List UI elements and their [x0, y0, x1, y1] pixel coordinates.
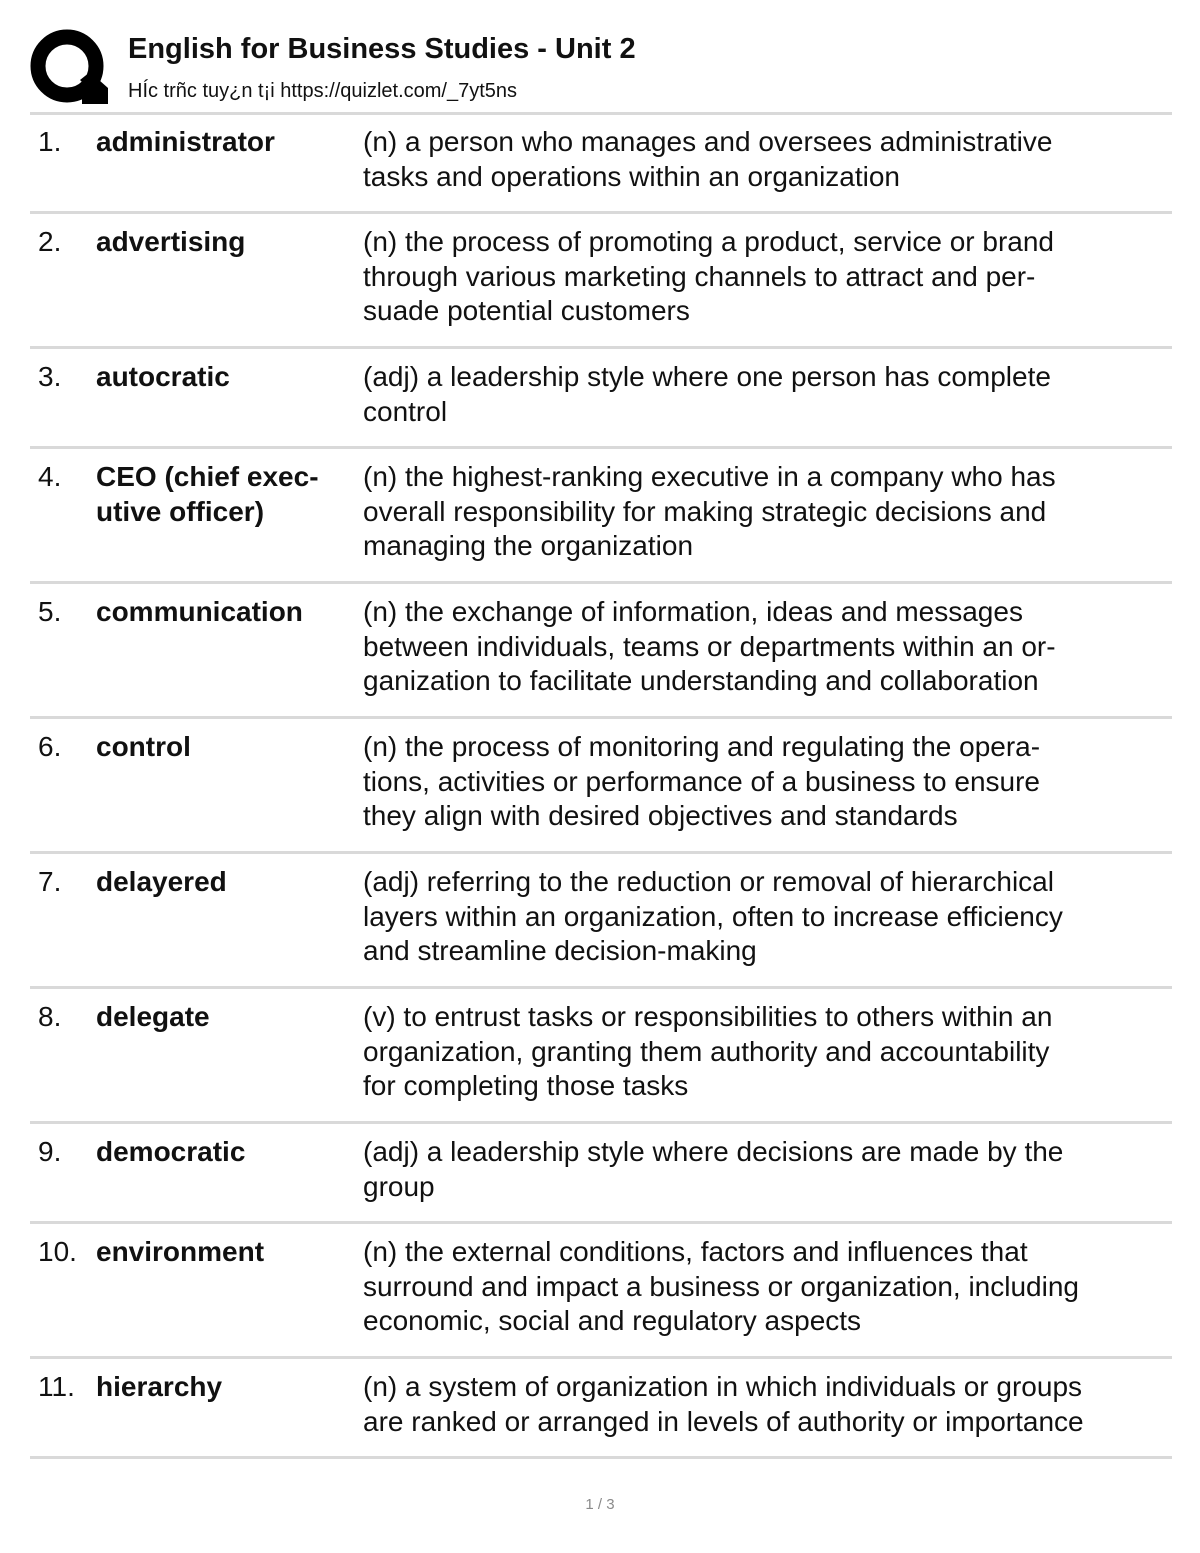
term-definition: (adj) a leadership style where decisions are made by the group — [363, 1136, 1064, 1202]
row-divider — [30, 1356, 1172, 1359]
term-word: democratic — [96, 1136, 246, 1167]
row-divider — [30, 716, 1172, 719]
row-divider — [30, 1121, 1172, 1124]
term-definition: (n) the exchange of information, ideas and messages between individuals, teams or departments within an or- ganization to facilitate understanding and collaboration — [363, 596, 1056, 696]
term-word: environment — [96, 1236, 265, 1267]
term-word: control — [96, 731, 191, 762]
term-definition: (n) the external conditions, factors and influences that surround and impact a business or organization, including economic, social and regulatory aspects — [363, 1236, 1079, 1336]
document-title: English for Business Studies - Unit 2 — [128, 33, 636, 65]
term-number: 1. — [38, 126, 62, 157]
term-word: delegate — [96, 1001, 210, 1032]
term-definition: (n) the highest-ranking executive in a company who has overall responsibility for making strategic decisions and managing the organization — [363, 461, 1056, 561]
term-word: autocratic — [96, 361, 230, 392]
term-definition: (adj) a leadership style where one person has complete control — [363, 361, 1051, 427]
term-definition: (v) to entrust tasks or responsibilities to others within an organization, granting them authority and accountability for completing those tasks — [363, 1001, 1053, 1101]
document-source-line: HÍc trñc tuy¿n t¡i https://quizlet.com/_7yt5ns — [128, 80, 518, 102]
term-word: CEO (chief exec- utive officer) — [96, 461, 319, 527]
term-number: 9. — [38, 1136, 62, 1167]
term-definition: (n) the process of monitoring and regulating the opera- tions, activities or performance of a business to ensure they align with desired objectives and standards — [363, 731, 1041, 831]
term-definition: (n) the process of promoting a product, service or brand through various marketing channels to attract and per- suade potential customers — [363, 226, 1055, 326]
row-divider — [30, 211, 1172, 214]
term-definition: (n) a system of organization in which individuals or groups are ranked or arranged in levels of authority or importance — [363, 1371, 1084, 1437]
term-word: communication — [96, 596, 303, 627]
row-divider — [30, 1456, 1172, 1459]
row-divider — [30, 346, 1172, 349]
term-definition: (adj) referring to the reduction or removal of hierarchical layers within an organization, often to increase efficiency and streamline decision-making — [363, 866, 1063, 966]
term-number: 11. — [38, 1371, 75, 1402]
term-number: 10. — [38, 1236, 77, 1267]
term-word: administrator — [96, 126, 275, 157]
term-number: 8. — [38, 1001, 62, 1032]
row-divider — [30, 851, 1172, 854]
row-divider — [30, 1221, 1172, 1224]
term-definition: (n) a person who manages and oversees administrative tasks and operations within an organization — [363, 126, 1053, 192]
term-word: delayered — [96, 866, 227, 897]
term-number: 5. — [38, 596, 62, 627]
quizlet-q-logo-icon — [30, 28, 108, 106]
term-number: 2. — [38, 226, 62, 257]
term-word: hierarchy — [96, 1371, 223, 1402]
term-number: 7. — [38, 866, 62, 897]
term-word: advertising — [96, 226, 246, 257]
term-number: 4. — [38, 461, 62, 492]
row-divider — [30, 581, 1172, 584]
page-number: 1 / 3 — [585, 1496, 615, 1513]
term-number: 3. — [38, 361, 62, 392]
header-divider — [30, 112, 1172, 115]
row-divider — [30, 446, 1172, 449]
term-number: 6. — [38, 731, 62, 762]
row-divider — [30, 986, 1172, 989]
